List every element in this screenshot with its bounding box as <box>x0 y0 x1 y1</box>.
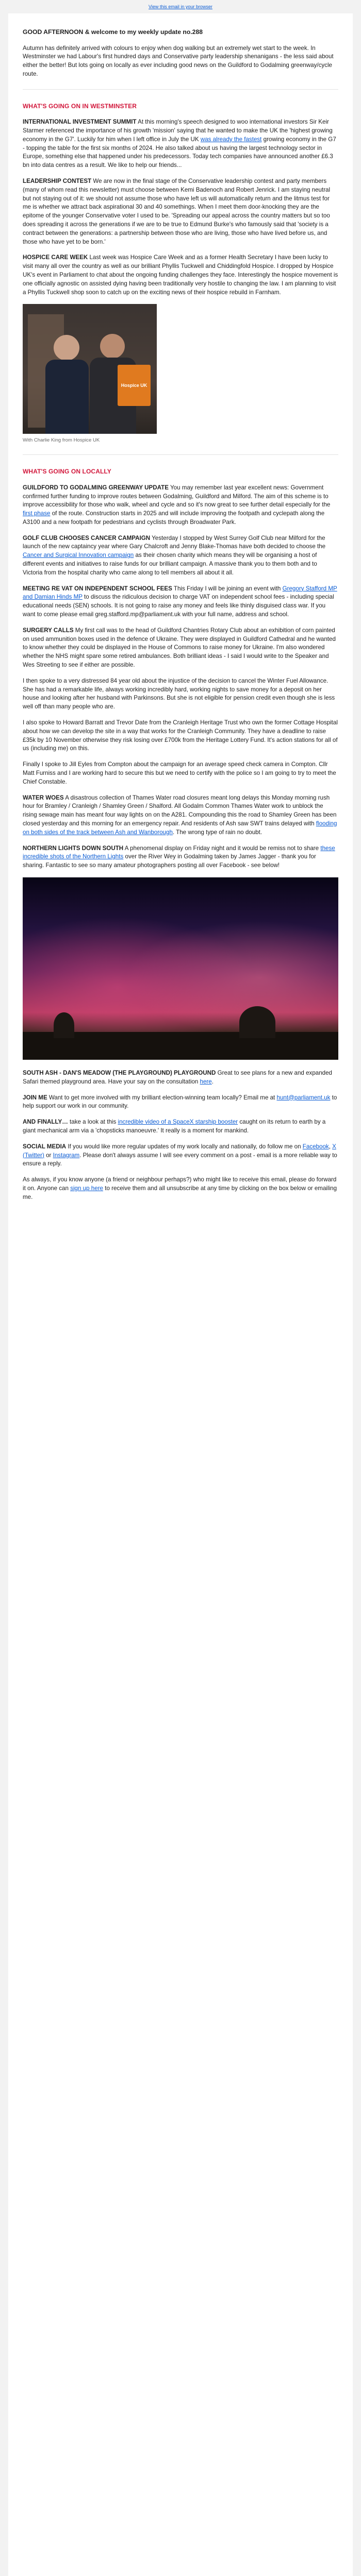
closing-text: As always, if you know anyone (a friend or neighbour perhaps?) who might like to receive this email, please do forward it on. Anyone can <box>23 1176 337 1192</box>
vat-paragraph <box>23 585 338 619</box>
closing-text-end: to receive them and all unsubscribe at any time by clicking on the box below or emailing me. <box>23 1184 337 1200</box>
instagram-link[interactable]: Instagram <box>53 1151 80 1159</box>
water-text: A disastrous collection of Thames Water road closures meant long delays this Monday morning rush hour for Bramley / Cranleigh / Shamley Green / Shalford. All Godalm Common Thames Water work to unblock the rising sewage main has meant four way lights on on the A281. Compounding this the road to Shamley Green has been closed yesterday and this morning for an emergency repair. And residents of Ash saw SWT trains delayed with <box>23 794 337 827</box>
northern-link[interactable]: these incredible shots of the Northern Lights <box>23 844 335 860</box>
northern-text: A phenomenal display on Friday night and it would be remiss not to share <box>123 844 321 852</box>
divider <box>23 89 338 90</box>
water-text-end: . The wrong type of rain no doubt. <box>172 828 262 836</box>
investment-text-end: growing economy in the G7 - topping the table for the first six months of 2024. He also talked about us having the largest technology sector in Europe, something else that happened under his predecessors. Today tech companies have announced another £6.3 bn into data centres as a result. We like to help our friends... <box>23 135 336 169</box>
social-text-end: . Please don't always assume I will see every comment on a post - email is a more reliable way to ensure a reply. <box>23 1151 337 1167</box>
southash-title: SOUTH ASH - DAN'S MEADOW (THE PLAYGROUND) PLAYGROUND <box>23 1069 216 1076</box>
southash-text-end: . <box>211 1078 214 1085</box>
social-sep: , <box>329 1143 333 1150</box>
golf-text-end: as their chosen charity which means they will be organising a host of different events and initiatives to raise funds for our brilliant campaign. A massive thank you to them both and to Victoria from the hospital charity who came along to tell members all about it all. <box>23 552 317 576</box>
surgery-paragraph <box>23 626 338 670</box>
intro-paragraph: Autumn has definitely arrived with colours to enjoy when dog walking but an extremely wet start to the week. In Westminster we had Labour's first hundred days and Conservative party leadership shenanigans - the less said about either the better! But lots going on locally as ever including good news on the Guildford to Godalming greenway/cycle route. <box>23 44 334 78</box>
joinme-text-end: to help support our work in our community. <box>23 1094 337 1110</box>
southash-text: Great to see plans for a new and expanded Safari themed playground area. Have your say on the consultation <box>23 1069 333 1085</box>
social-sep: or <box>44 1151 53 1159</box>
distress-paragraph: I then spoke to a very distressed 84 year old about the injustice of the decision to cancel the Winter Fuel Allowance. She has had a remarkable life, always working incredibly hard, working nights to save money for a deposit on her house and looking after her husband with Parkinsons. But she is not eligible for pension credit even though she is less well off than many people who are. <box>23 677 335 710</box>
hospice-paragraph <box>23 253 338 297</box>
greenway-text: You may remember last year excellent news: Government confirmed further funding to improve routes between Godalming, Guildford and Milford. The aim of this scheme is to improve accessibility for those who walk, wheel and cycle and so it's now great to see further detail especially for the <box>23 484 331 509</box>
water-title: WATER WOES <box>23 794 64 801</box>
investment-text: At this morning's speech designed to woo international investors Sir Keir Starmer referenced the importance of his growth 'mission' saying that he wanted to make the UK the 'highest growing economy in the G7'. Luckily for him when I left office in July the UK <box>23 118 333 143</box>
golf-title: GOLF CLUB CHOOSES CANCER CAMPAIGN <box>23 534 151 541</box>
southash-paragraph <box>23 1069 338 1087</box>
golf-link[interactable]: Cancer and Surgical Innovation campaign <box>23 552 134 559</box>
view-in-browser-link[interactable]: View this email in your browser <box>149 4 212 9</box>
hospice-title: HOSPICE CARE WEEK <box>23 254 88 261</box>
vat-link[interactable]: Gregory Stafford MP and Damian Hinds MP <box>23 585 337 601</box>
finally-paragraph <box>23 1118 338 1136</box>
closing-paragraph <box>23 1176 338 1201</box>
hospice-photo <box>23 304 157 434</box>
finally-link[interactable]: incredible video of a SpaceX starship booster <box>118 1118 238 1126</box>
leadership-paragraph <box>23 177 338 246</box>
joinme-text: Want to get more involved with my brilliant election-winning team locally? Email me at <box>47 1094 277 1101</box>
investment-title: INTERNATIONAL INVESTMENT SUMMIT <box>23 118 137 126</box>
email-body <box>8 13 353 2576</box>
finally-title: AND FINALLY… <box>23 1118 68 1126</box>
surgery-text: My first call was to the head of Guildford Chantries Rotary Club about an exhibition of corn painted on used ammunition boxes used in the defence of Ukraine. They were displayed in Guildford Cathedral and he wanted to know whether they could be displayed in the House of Commons to raise money for Ukraine. I'm also wondered whether the NHS might spare some retired ambulances. Both brilliant ideas - I said I would write to the Speaker and Wes Streeting to see if either are possible. <box>23 626 336 669</box>
signup-link[interactable]: sign up here <box>70 1184 103 1192</box>
greenway-text-end: of the route. Construction starts in 2025 and will include improving the footpath and cyclepath along the A3100 and a new footpath for pedestrians and cyclists through Broadwater Park. <box>23 510 325 526</box>
social-paragraph <box>23 1143 338 1168</box>
finally-text: take a look at this <box>68 1118 118 1126</box>
southash-link[interactable]: here <box>200 1078 212 1085</box>
greeting: GOOD AFTERNOON & welcome to my weekly update no.288 <box>23 28 203 36</box>
golf-paragraph <box>23 534 338 578</box>
vat-text: This Friday I will be joining an event with <box>172 585 283 592</box>
social-title: SOCIAL MEDIA <box>23 1143 67 1150</box>
joinme-email-link[interactable]: hunt@parliament.uk <box>276 1094 331 1101</box>
vat-text-end: to discuss the ridiculous decision to charge VAT on independent school fees - including special educational needs (SEN) schools. It is not going to raise any money and feels like thinly disguised class war. If you want to come please email greg.stafford.mp@parliament.uk with your full name, address and school. <box>23 594 334 618</box>
investment-link[interactable]: was already the fastest <box>200 135 262 143</box>
twitter-link[interactable]: X (Twitter) <box>23 1143 336 1159</box>
greenway-title: GUILDFORD TO GODALMING GREENWAY UPDATE <box>23 484 169 491</box>
water-paragraph <box>23 794 338 837</box>
hospice-photo-caption: With Charlie King from Hospice UK <box>23 437 100 444</box>
northern-text-end: over the River Wey in Godalming taken by James Jagger - thank you for sharing. Fantastic to see so many amateur photographers posting all over Facebook - see below! <box>23 853 316 869</box>
water-link[interactable]: flooding on both sides of the track between Ash and Wanborough <box>23 820 337 836</box>
finally-text-end: caught on its return to earth by a giant mechanical arm via a 'chopsticks manoeuvre.' It really is a moment for mankind. <box>23 1118 326 1134</box>
section-title-westminster: WHAT'S GOING ON IN WESTMINSTER <box>23 102 137 110</box>
greenway-paragraph <box>23 484 338 527</box>
leadership-title: LEADERSHIP CONTEST <box>23 178 92 185</box>
compton-paragraph: Finally I spoke to Jill Eyles from Compton about the campaign for an average speed check camera in Compton. Cllr Matt Furniss and I are working hard to secure this but we need to certify with the police so I am going to try to meet the Chief Constable. <box>23 761 336 785</box>
social-text: If you would like more regular updates of my work locally and nationally, do follow me on <box>66 1143 303 1150</box>
investment-paragraph <box>23 118 338 170</box>
divider <box>23 454 338 455</box>
section-title-local: WHAT'S GOING ON LOCALLY <box>23 468 111 476</box>
hospice-uk-banner: Hospice UK <box>118 365 151 406</box>
joinme-title: JOIN ME <box>23 1094 47 1101</box>
cranleigh-paragraph: I also spoke to Howard Barratt and Trevor Date from the Cranleigh Heritage Trust who own the former Cottage Hospital about how we can develop the site in a way that works for the Cranleigh Community. They have a deadline to raise £35k by 10 November otherwise they risk losing over £700k from the Heritage Lottery Fund. It's action stations for all of us (including me) on this. <box>23 719 338 752</box>
leadership-text: We are now in the final stage of the Conservative leadership contest and party members (many of whom read this newsletter) must choose between Kemi Badenoch and Robert Jenrick. I am staying neutral but not staying out of it: we should not assume those who have left us will automatically return and the litmus test for me is whether we attract back aspirational 30 and 40 somethings. When I meet them door-knocking they are the epitome of the younger Conservative voter I used to be. 'Spreading our appeal across the country matters but so too does spreading it across the generations if we are to be true to Edmund Burke's who famously said that 'society is a contract between the generations: a partnership between those who are living, those who have lived before us, and those who have yet to be born.' <box>23 178 331 245</box>
northern-title: NORTHERN LIGHTS DOWN SOUTH <box>23 844 124 852</box>
golf-text: Yesterday I stopped by West Surrey Golf Club near Milford for the launch of the new captaincy year where Gary Chalcroft and Jenny Blake-Thomas have both decided to choose the <box>23 534 326 550</box>
joinme-paragraph <box>23 1094 338 1111</box>
northern-lights-photo <box>23 877 338 1060</box>
facebook-link[interactable]: Facebook <box>302 1143 329 1150</box>
northern-paragraph <box>23 844 338 870</box>
greenway-link[interactable]: first phase <box>23 510 51 517</box>
surgery-title: SURGERY CALLS <box>23 626 74 634</box>
hospice-text: Last week was Hospice Care Week and as a former Health Secretary I have been lucky to visit many all over the country as well as our brilliant Phyllis Tuckwell and Chiddingfold Hospice. I dropped by Hospice UK's event in Parliament to chat about the ongoing funding challenges they face. Interestingly the hospice movement is one officially agnostic on assisted dying having been traditionally very hostile to changing the law. I am planning to visit a Phyllis Tuckwell shop soon to catch up on the exciting news of their hospice rebuild in Farnham. <box>23 254 338 296</box>
vat-title: MEETING RE VAT ON INDEPENDENT SCHOOL FEES <box>23 585 172 592</box>
view-in-browser-bar <box>0 0 361 13</box>
